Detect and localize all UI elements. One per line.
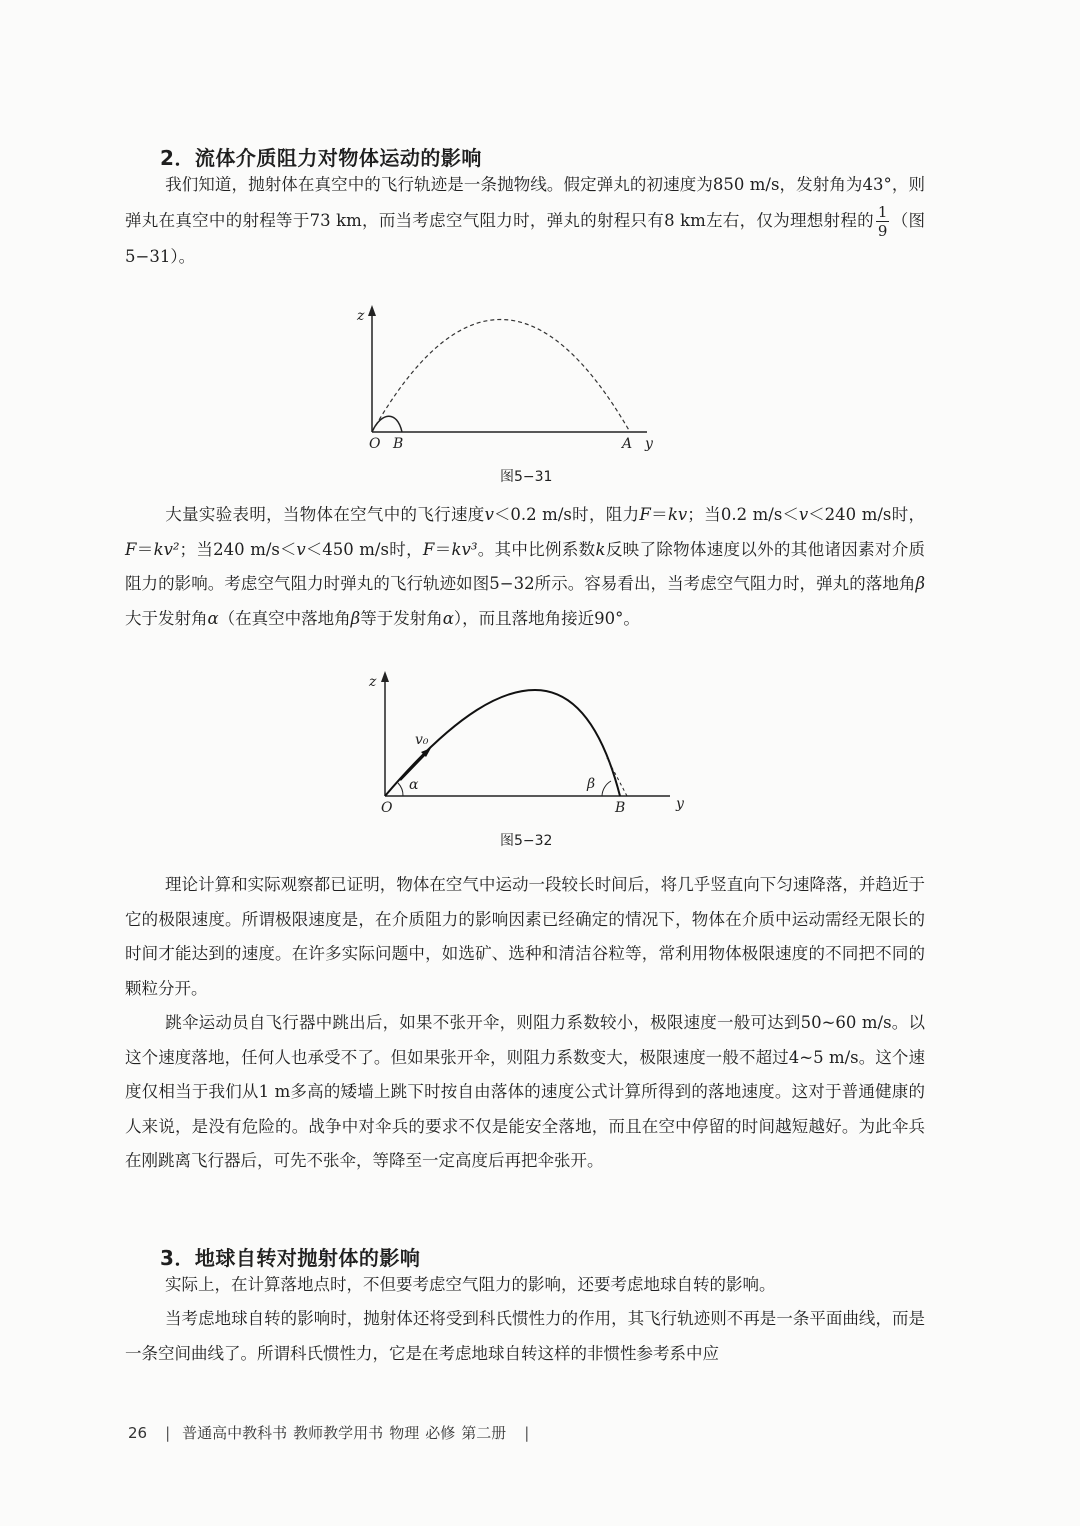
- para-text: 等于发射角: [360, 608, 443, 628]
- v0-label: v₀: [415, 732, 429, 748]
- para-text: 大量实验表明，当物体在空气中的飞行速度: [165, 505, 485, 524]
- para-text: ＝: [434, 539, 452, 559]
- air-resistance-trajectory: [372, 416, 402, 432]
- var-alpha: α: [442, 608, 454, 628]
- var-F: F: [125, 539, 137, 559]
- para-text: 我们知道，抛射体在真空中的飞行轨迹是一条抛物线。假定弹丸的初速度为850 m/s，发射角为43°，则弹丸在真空中的射程等于73 km，而当考虑空气阻力时，弹丸的射程只有8 km左右，仅为理想射程的: [125, 175, 925, 230]
- alpha-label: α: [409, 777, 419, 793]
- para-text: ＝: [650, 505, 668, 524]
- paragraph-parachute: [125, 1006, 925, 1179]
- z-axis-arrow: [381, 671, 389, 682]
- para-text: 大于发射角: [125, 608, 208, 628]
- footer-level: 必修: [425, 1424, 456, 1442]
- footer-subject: 物理: [389, 1424, 420, 1442]
- var-beta: β: [915, 574, 925, 593]
- section-2-heading: 2．流体介质阻力对物体运动的影响: [160, 146, 482, 170]
- fraction-one-ninth: [876, 203, 890, 240]
- fraction-denominator: 9: [877, 221, 888, 240]
- footer-volume: 第二册: [461, 1424, 507, 1442]
- footer-book: 普通高中教科书: [182, 1424, 288, 1442]
- para-text: （在真空中落地角: [218, 608, 351, 628]
- figure-5-31-caption: 图5−31: [500, 469, 553, 485]
- var-k: k: [595, 539, 606, 559]
- para-text: ；当0.2 m/s＜: [687, 505, 799, 524]
- para-text: ），而且落地角接近90°。: [453, 608, 640, 628]
- z-label: z: [369, 674, 377, 690]
- point-b-label: B: [615, 800, 626, 816]
- var-v: v: [798, 505, 809, 524]
- paragraph-earth-rotation-intro: [125, 1268, 925, 1303]
- paragraph-projectile-range: [125, 168, 925, 274]
- alpha-arc: [398, 783, 403, 796]
- var-v: v: [484, 505, 494, 524]
- paragraph-drag-law: [125, 498, 925, 636]
- para-text: （图5−31）。: [125, 210, 926, 266]
- paragraph-coriolis: [125, 1302, 925, 1371]
- para-text: 当考虑地球自转的影响时，抛射体还将受到科氏惯性力的作用，其飞行轨迹则不再是一条平面曲线，而是一条空间曲线了。所谓科氏惯性力，它是在考虑地球自转这样的非惯性参考系中应: [125, 1309, 925, 1363]
- footer-type: 教师教学用书: [293, 1424, 384, 1442]
- v0-vector: [400, 752, 427, 780]
- beta-label: β: [587, 776, 596, 792]
- section-3-heading: 3．地球自转对抛射体的影响: [160, 1246, 421, 1270]
- formula-kv2: kv²: [153, 539, 180, 559]
- para-text: ＜450 m/s时，: [305, 539, 423, 559]
- var-beta: β: [350, 608, 361, 628]
- beta-arc: [602, 781, 611, 796]
- formula-kv3: kv³: [451, 539, 478, 559]
- point-b-label: B: [393, 436, 404, 452]
- para-text: 跳伞运动员自飞行器中跳出后，如果不张开伞，则阻力系数较小，极限速度一般可达到50~60 m/s。以这个速度落地，任何人也承受不了。但如果张开伞，则阻力系数变大，极限速度一般不超过4~5 m/s。这个速度仅相当于我们从1 m多高的矮墙上跳下时按自由落体的速度公式计算所得到的落地速度。这对于普通健康的人来说，是没有危险的。战争中对伞兵的要求不仅是能安全落地，而且在空中停留的时间越短越好。为此伞兵在刚跳离飞行器后，可先不张伞，等降至一定高度后再把伞张开。: [125, 1013, 925, 1170]
- para-text: ＜0.2 m/s时，阻力: [493, 505, 640, 524]
- var-F: F: [422, 539, 435, 559]
- para-text: 。其中比例系数: [477, 539, 596, 559]
- y-label: y: [676, 796, 684, 812]
- z-label: z: [357, 308, 365, 324]
- para-text: ；当240 m/s＜: [179, 539, 297, 559]
- origin-label: O: [381, 800, 393, 816]
- var-alpha: α: [207, 608, 219, 628]
- fraction-numerator: 1: [877, 202, 888, 221]
- page-number: 26: [128, 1424, 148, 1442]
- tangent-dashed: [607, 758, 627, 796]
- figure-5-32-caption: 图5−32: [500, 833, 553, 849]
- para-text: ＜240 m/s时，: [808, 505, 925, 524]
- var-v: v: [296, 539, 306, 559]
- figure-5-32: [365, 668, 695, 818]
- page-footer: 26 | 普通高中教科书 教师教学用书 物理 必修 第二册 |: [128, 1424, 530, 1442]
- para-text: 理论计算和实际观察都已证明，物体在空气中运动一段较长时间后，将几乎竖直向下匀速降落，并趋近于它的极限速度。所谓极限速度是，在介质阻力的影响因素已经确定的情况下，物体在介质中运动需经无限长的时间才能达到的速度。在许多实际问题中，如选矿、选种和清洁谷粒等，常利用物体极限速度的不同把不同的颗粒分开。: [125, 875, 925, 998]
- paragraph-terminal-velocity: [125, 868, 925, 1006]
- var-F: F: [639, 505, 651, 524]
- point-a-label: A: [622, 436, 633, 452]
- z-axis-arrow: [368, 305, 376, 316]
- origin-label: O: [369, 436, 381, 452]
- formula-kv: kv: [667, 505, 688, 524]
- y-label: y: [645, 436, 653, 452]
- para-text: 实际上，在计算落地点时，不但要考虑空气阻力的影响，还要考虑地球自转的影响。: [165, 1275, 776, 1294]
- para-text: 反映了除物体速度以外的其他诸因素对介质阻力的影响。考虑空气阻力时弹丸的飞行轨迹如图5−32所示。容易看出，当考虑空气阻力时，弹丸的落地角: [125, 539, 926, 593]
- vacuum-trajectory-dashed: [372, 320, 630, 433]
- para-text: ＝: [136, 539, 154, 559]
- figure-5-31: [355, 302, 665, 452]
